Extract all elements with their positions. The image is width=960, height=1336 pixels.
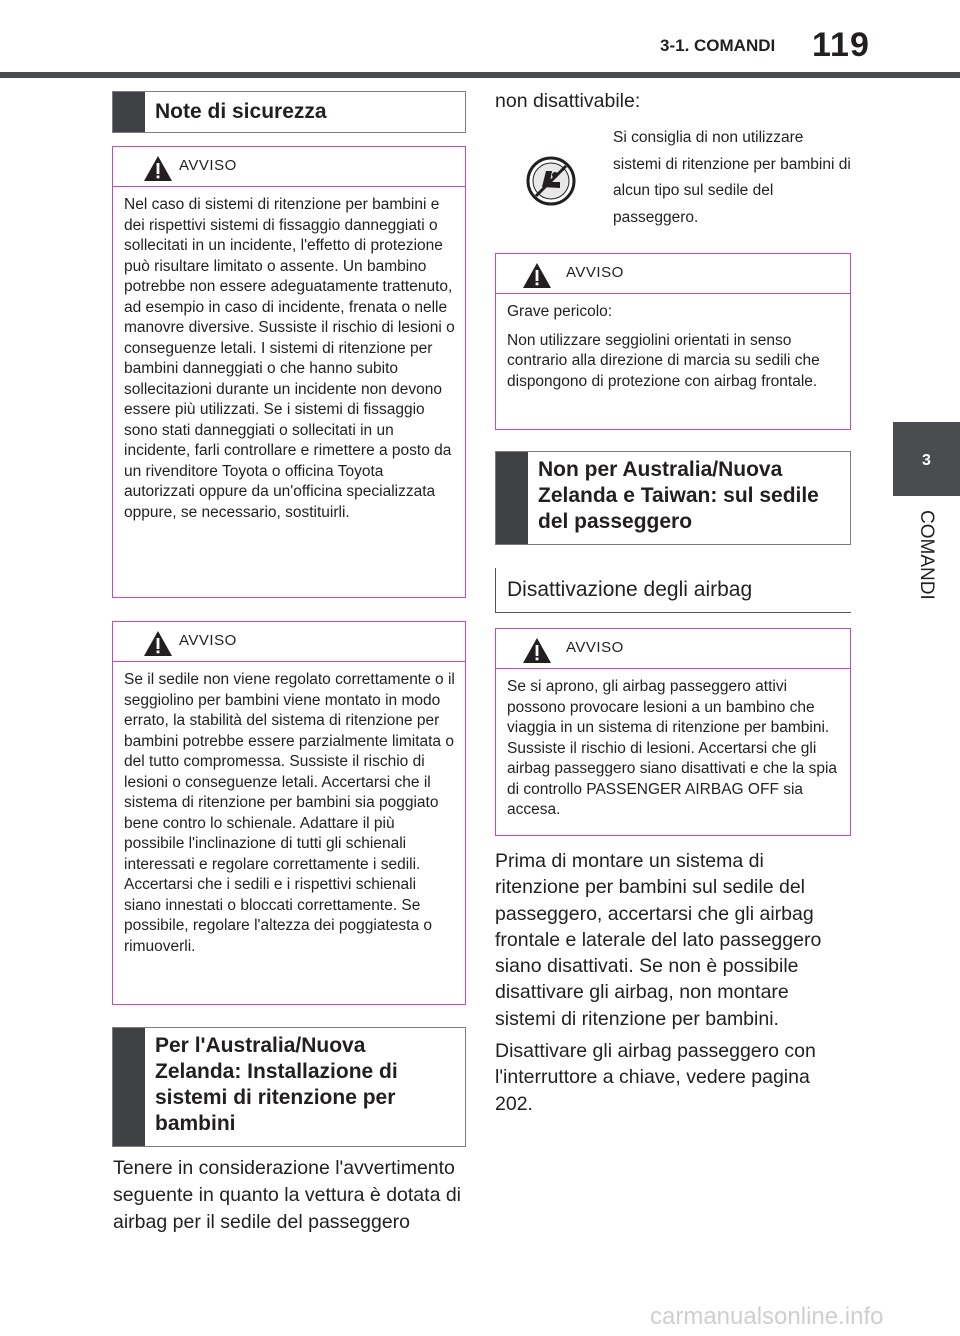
heading-bar: [113, 92, 145, 132]
airbag-subheading: Disattivazione degli airbag: [495, 568, 851, 613]
warning-box-3: [495, 253, 851, 430]
warning-text: Se il sedile non viene regolato correttamente o il seggiolino per bambini viene montato in modo errato, la stabilità del sistema di ritenzione per bambini potrebbe essere parzialmente limitata o del tutto compromessa. Sussiste il rischio di lesioni o conseguenze letali. Accertarsi che il sistema di ritenzione per bambini sia poggiato bene contro lo schienale. Adattare il più possibile l'inclinazione di tutti gli schienali interessati e regolare correttamente i sedili. Accertarsi che i sedili e i rispettivi schienali siano innestati o bloccati correttamente. Se possibile, regolare l'altezza dei poggiatesta o rimuoverli.: [124, 671, 455, 955]
chapter-label: [893, 510, 960, 620]
safety-heading-text: Note di sicurezza: [155, 100, 327, 123]
warning-triangle-icon: [522, 262, 552, 289]
warning-title: AVVISO: [179, 157, 237, 174]
warning-header: [496, 629, 850, 669]
non-australia-heading-text: Non per Australia/Nuova Zelanda e Taiwan: sul sedile del passeggero: [538, 458, 819, 533]
warning-text: Se si aprono, gli airbag passeggero attivi possono provocare lesioni a un bambino che viaggia in un sistema di ritenzione per bambini. Sussiste il rischio di lesioni. Accertarsi che gli airbag passeggero siano disattivati e che la spia di controllo PASSENGER AIRBAG OFF sia accesa.: [507, 678, 838, 818]
warning-box-1: [112, 146, 466, 598]
warning-header: [113, 622, 465, 662]
warning-header: [113, 147, 465, 187]
warning-line-1: Grave pericolo:: [507, 303, 613, 320]
non-australia-heading: [495, 451, 851, 545]
header-rule: [0, 72, 960, 78]
warning-box-4: [495, 628, 851, 836]
no-child-seat-icon: [526, 156, 576, 206]
intro-text: non disattivabile:: [495, 90, 641, 112]
heading-bar: [496, 452, 528, 544]
australia-heading-text: Per l'Australia/Nuova Zelanda: Installazione di sistemi di ritenzione per bambini: [155, 1034, 398, 1135]
warning-title: AVVISO: [566, 264, 624, 281]
airbag-paragraph-1: Prima di montare un sistema di ritenzione per bambini sul sedile del passeggero, accertarsi che gli airbag frontale e laterale del lato passeggero siano disattivati. Se non è possibile disattivare gli airbag, non montare sistemi di ritenzione per bambini.: [495, 850, 822, 1030]
section-path: 3-1. COMANDI: [660, 36, 776, 55]
warning-triangle-icon: [522, 637, 552, 664]
australia-heading: [112, 1027, 466, 1147]
warning-body: [496, 294, 850, 400]
page-number: 119: [812, 26, 870, 64]
warning-triangle-icon: [143, 155, 173, 182]
warning-title: AVVISO: [179, 632, 237, 649]
airbag-paragraph-2: Disattivare gli airbag passeggero con l'interruttore a chiave, vedere pagina 202.: [495, 1040, 816, 1115]
chapter-tab: 3: [893, 422, 960, 496]
warning-title: AVVISO: [566, 639, 624, 656]
heading-bar: [113, 1028, 145, 1146]
warning-triangle-icon: [143, 630, 173, 657]
watermark: carmanualsonline.info: [650, 1303, 884, 1330]
warning-line-2: Non utilizzare seggiolini orientati in senso contrario alla direzione di marcia su sedili che dispongono di protezione con airbag frontale.: [507, 331, 820, 390]
safety-heading: [112, 91, 466, 133]
chapter-label-text: COMANDI: [916, 510, 937, 600]
australia-paragraph: Tenere in considerazione l'avvertimento seguente in quanto la vettura è dotata di airbag per il sedile del passeggero: [113, 1157, 462, 1233]
warning-box-2: [112, 621, 466, 1005]
icon-note: Si consiglia di non utilizzare sistemi di ritenzione per bambini di alcun tipo sul sedile del passeggero.: [613, 129, 851, 226]
warning-text: Nel caso di sistemi di ritenzione per bambini e dei rispettivi sistemi di fissaggio danneggiati o sollecitati in un incidente, l'effetto di protezione può risultare limitato o assente. Un bambino potrebbe non essere adeguatamente trattenuto, ad esempio in caso di incidente, frenata o nelle manovre diversive. Sussiste il rischio di lesioni o conseguenze letali. I sistemi di ritenzione per bambini danneggiati o che hanno subito sollecitazioni durante un incidente non devono essere più utilizzati. Se i sistemi di fissaggio sono stati danneggiati o sollecitati in un incidente, farli controllare e rimettere a posto da un rivenditore Toyota o officina Toyota autorizzati oppure da un'officina specializzata oppure, se necessario, sostituirli.: [124, 196, 455, 521]
warning-header: [496, 254, 850, 294]
